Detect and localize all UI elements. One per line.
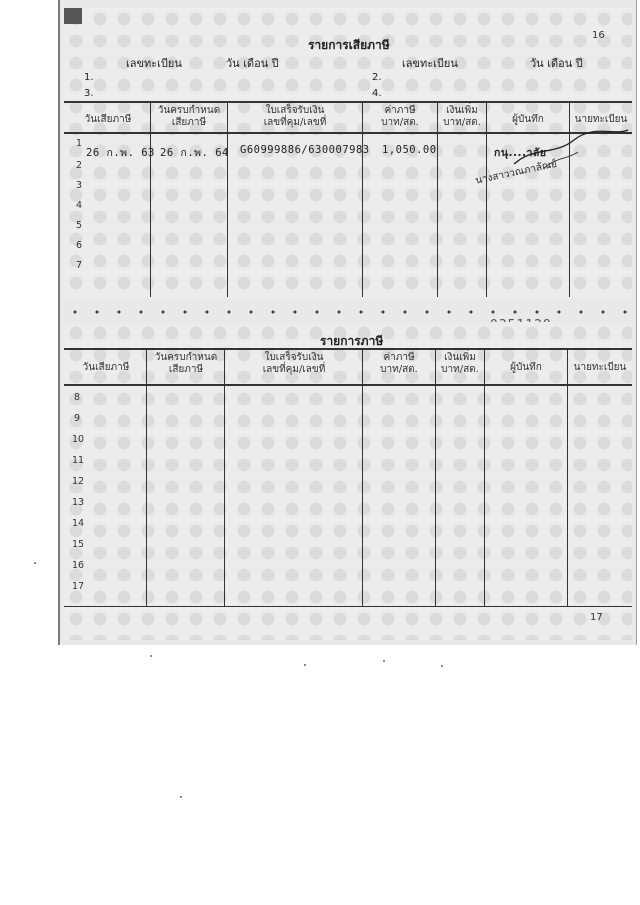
row-number: 3 — [76, 180, 83, 191]
col-header-due-date: วันครบกำหนด เสียภาษี — [154, 352, 218, 375]
scan-speck — [180, 796, 182, 798]
row1-tax-date: 26 ก.พ. 63 — [86, 147, 155, 159]
table-bottom-border — [64, 606, 632, 607]
row1-tax-amount: 1,050.00 — [382, 144, 437, 156]
row-number: 6 — [76, 240, 83, 251]
row-number: 2 — [76, 160, 83, 171]
page-number: 16 — [592, 30, 605, 41]
scan-speck — [304, 664, 306, 666]
page-title: รายการเสียภาษี — [308, 38, 390, 52]
col-header-surcharge: เงินเพิ่ม บาท/สต. — [443, 105, 481, 128]
col-divider — [435, 348, 436, 606]
col-divider — [146, 348, 147, 606]
row-number: 15 — [72, 539, 85, 550]
row-number: 5 — [76, 220, 83, 231]
item-2: 2. — [372, 72, 382, 83]
table-top-border — [64, 348, 632, 350]
corner-mark — [64, 8, 82, 24]
page-number: 17 — [590, 612, 603, 623]
table-header-border — [64, 384, 632, 386]
col-divider — [567, 348, 568, 606]
col-header-recorder: ผู้บันทึก — [512, 114, 544, 125]
col-divider — [437, 101, 438, 297]
col-header-recorder: ผู้บันทึก — [510, 362, 542, 373]
row-number: 7 — [76, 260, 83, 271]
page-title: รายการภาษี — [320, 334, 384, 348]
row1-recorder-signature: กนุ....าลัย — [494, 147, 547, 159]
item-4: 4. — [372, 88, 382, 99]
col-divider — [224, 348, 225, 606]
row-number: 8 — [74, 392, 81, 403]
item-3: 3. — [84, 88, 94, 99]
scan-speck — [34, 562, 36, 564]
recorder-stamp: นางสาววณภาลัณย์ — [474, 158, 558, 187]
row-number: 17 — [72, 581, 85, 592]
scan-speck — [383, 660, 385, 662]
col-header-tax-amount: ค่าภาษี บาท/สต. — [381, 105, 419, 128]
row1-receipt: G60999886/630007983 — [240, 144, 370, 156]
col-divider — [486, 101, 487, 297]
row-number: 1 — [76, 138, 83, 149]
col-header-receipt: ใบเสร็จรับเงิน เลขที่คุม/เลขที่ — [263, 105, 327, 128]
col-divider — [362, 348, 363, 606]
tax-list-page — [64, 322, 632, 640]
registration-label-left: เลขทะเบียน — [126, 57, 182, 70]
col-header-tax-date: วันเสียภาษี — [82, 362, 130, 373]
date-label-left: วัน เดือน ปี — [226, 57, 279, 70]
col-header-tax-date: วันเสียภาษี — [84, 114, 132, 125]
row-number: 12 — [72, 476, 85, 487]
col-divider — [227, 101, 228, 297]
row-number: 10 — [72, 434, 85, 445]
tax-payment-page — [64, 8, 632, 298]
item-1: 1. — [84, 72, 94, 83]
row1-due-date: 26 ก.พ. 64 — [160, 147, 229, 159]
registrar-signature — [504, 126, 632, 176]
row-number: 14 — [72, 518, 85, 529]
row-number: 4 — [76, 200, 83, 211]
row-number: 11 — [72, 455, 85, 466]
col-header-due-date: วันครบกำหนด เสียภาษี — [157, 105, 221, 128]
col-header-tax-amount: ค่าภาษี บาท/สต. — [380, 352, 418, 375]
date-label-right: วัน เดือน ปี — [530, 57, 583, 70]
col-header-registrar: นายทะเบียน — [574, 114, 628, 125]
col-header-surcharge: เงินเพิ่ม บาท/สต. — [441, 352, 479, 375]
registration-label-right: เลขทะเบียน — [402, 57, 458, 70]
col-divider — [362, 101, 363, 297]
scan-speck — [150, 655, 152, 657]
col-header-registrar: นายทะเบียน — [573, 362, 627, 373]
scan-speck — [441, 665, 443, 667]
col-divider — [484, 348, 485, 606]
row-number: 16 — [72, 560, 85, 571]
col-header-receipt: ใบเสร็จรับเงิน เลขที่คุม/เลขที่ — [262, 352, 326, 375]
row-number: 13 — [72, 497, 85, 508]
row-number: 9 — [74, 413, 81, 424]
col-divider — [150, 101, 151, 297]
